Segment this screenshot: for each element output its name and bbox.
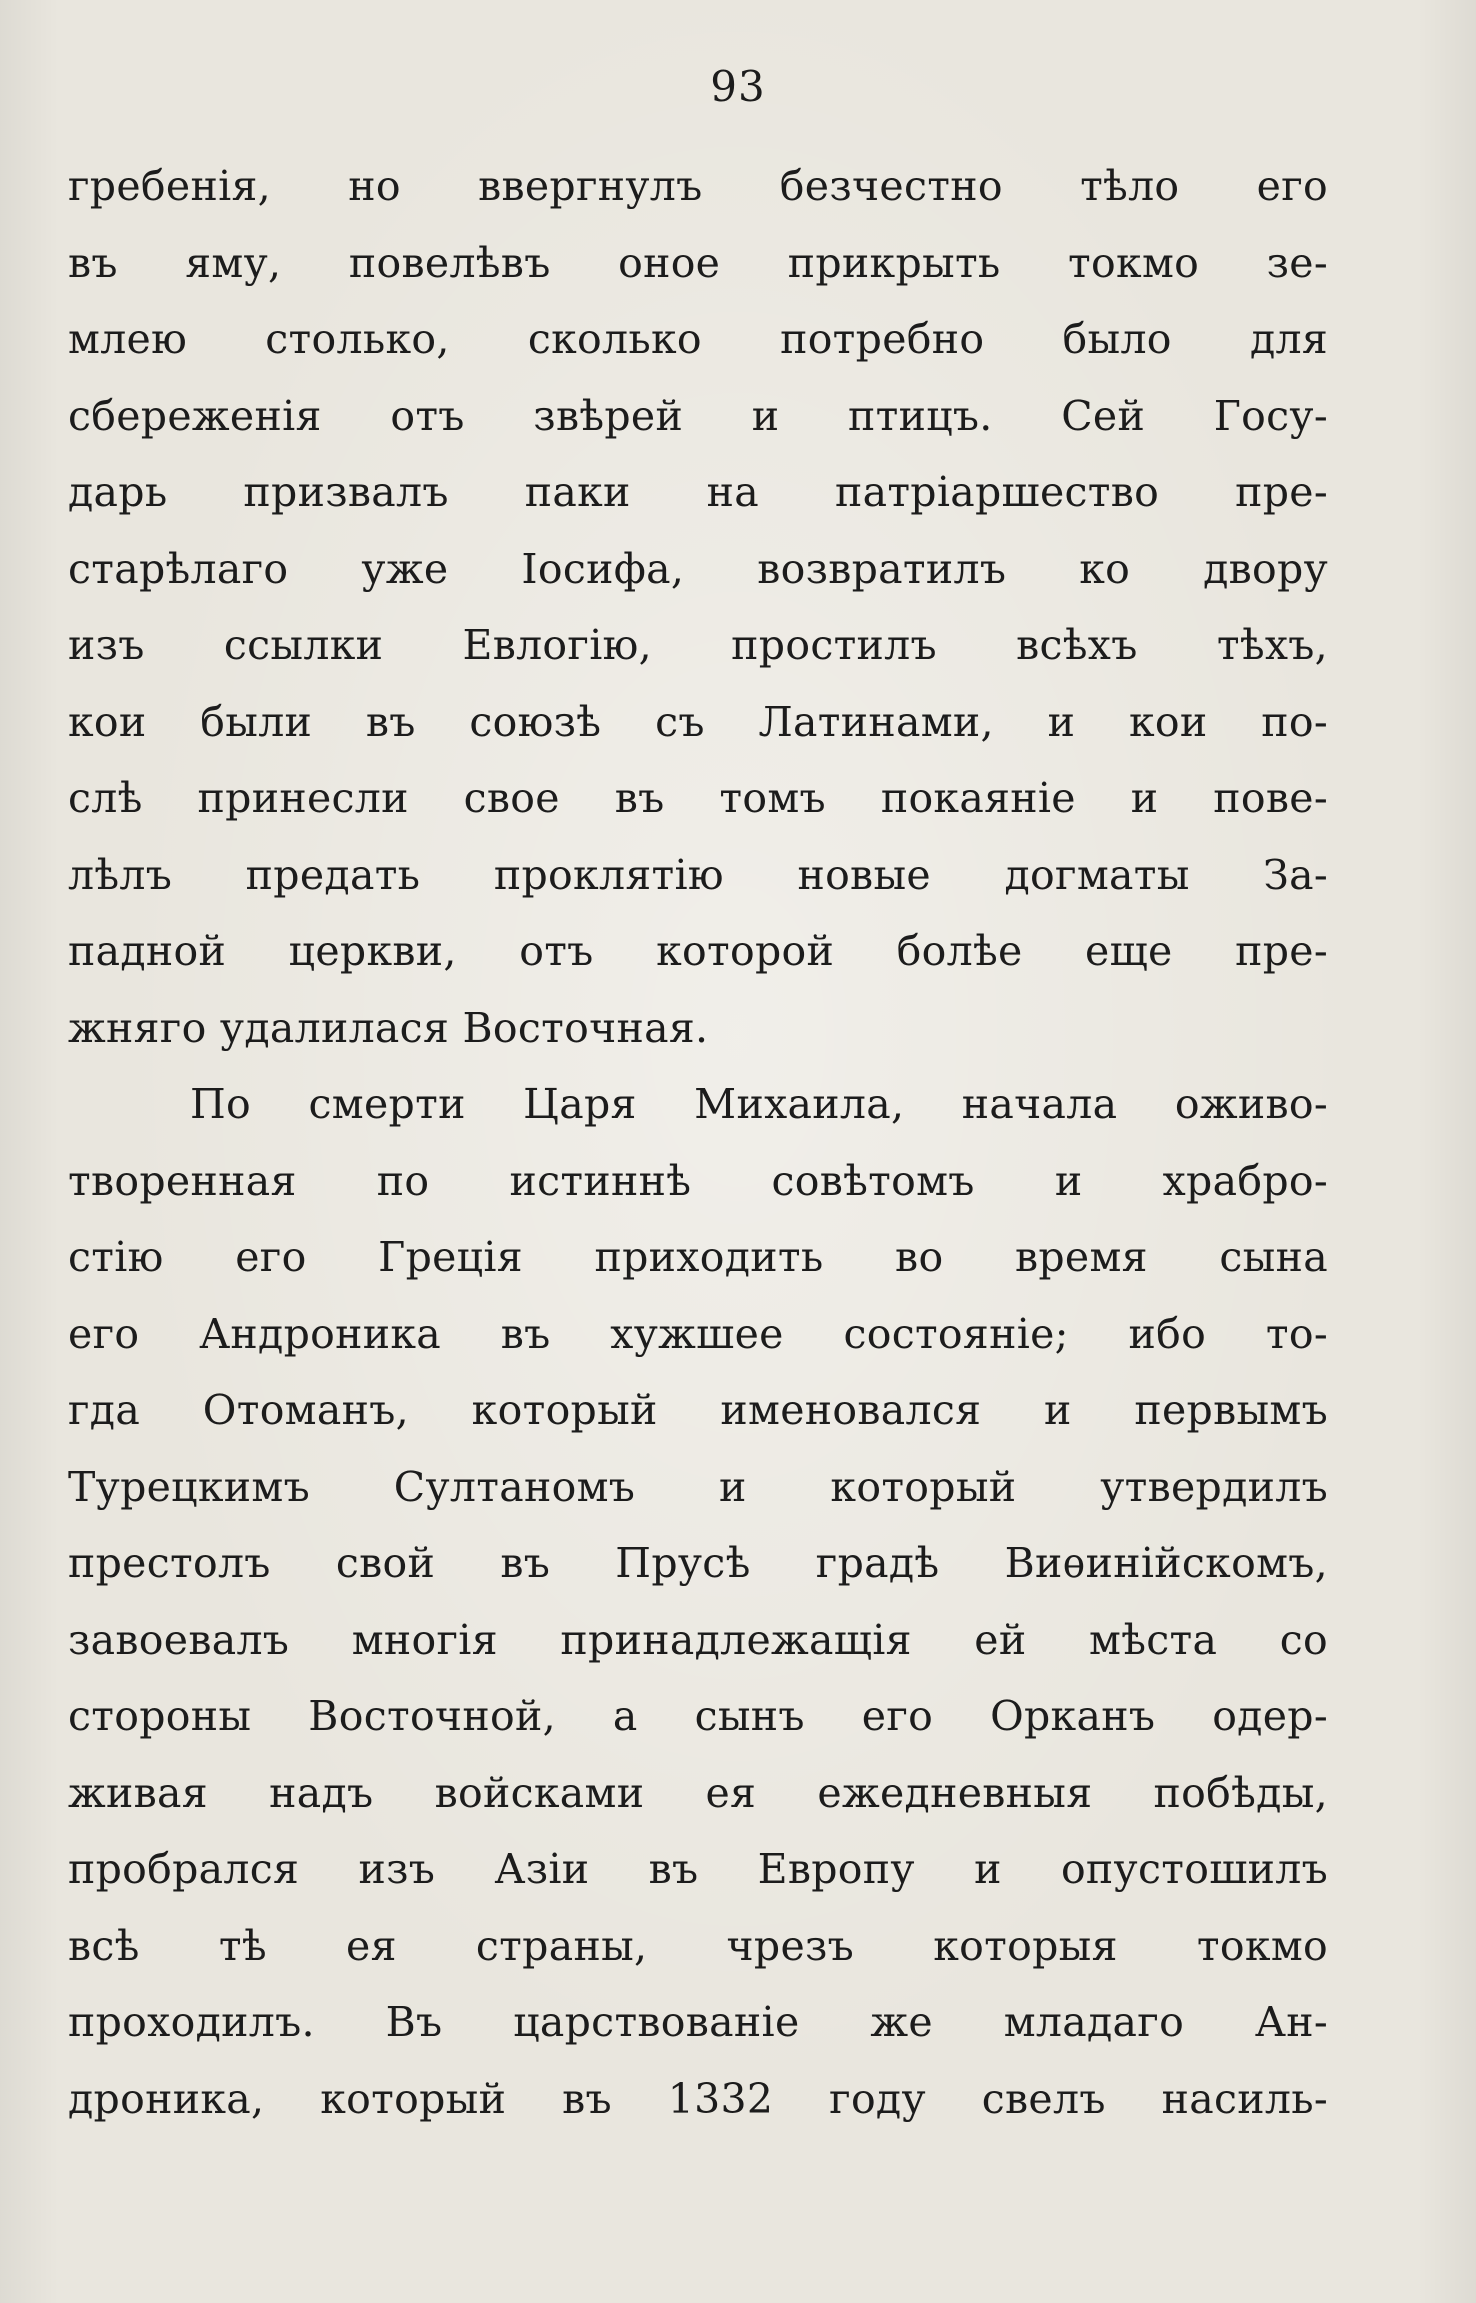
text-line: его Андроника въ хужшее состояніе; ибо то-	[68, 1309, 1328, 1358]
text-line: гда Отоманъ, который именовался и первымъ	[68, 1386, 1328, 1434]
text-line: гребенія, но ввергнулъ безчестно тѣло его	[68, 162, 1328, 210]
text-line: въ яму, повелѣвъ оное прикрыть токмо зе-	[68, 238, 1328, 287]
text-line: пробрался изъ Азіи въ Европу и опустошилъ	[68, 1845, 1328, 1893]
text-body	[68, 148, 1328, 2137]
text-line: слѣ принесли свое въ томъ покаяніе и пове-	[68, 774, 1328, 822]
text-line: падной церкви, отъ которой болѣе еще пре-	[68, 927, 1328, 975]
text-line: всѣ тѣ ея страны, чрезъ которыя токмо	[68, 1921, 1328, 1970]
page-number: 93	[710, 62, 766, 111]
text-line: сбереженія отъ звѣрей и птицъ. Сей Госу-	[68, 391, 1328, 440]
text-line: живая надъ войсками ея ежедневныя побѣды,	[68, 1768, 1328, 1817]
text-line: творенная по истиннѣ совѣтомъ и храбро-	[68, 1156, 1328, 1205]
text-line: дарь призвалъ паки на патріаршество пре-	[68, 468, 1328, 516]
text-line: дроника, который въ 1332 году свелъ насиль-	[68, 2074, 1328, 2123]
text-line: завоевалъ многія принадлежащія ей мѣста со	[68, 1615, 1328, 1664]
text-line: кои были въ союзѣ съ Латинами, и кои по-	[68, 697, 1328, 746]
text-line: стороны Восточной, а сынъ его Орканъ одер-	[68, 1692, 1328, 1740]
text-line: млею столько, сколько потребно было для	[68, 315, 1328, 363]
text-line: престолъ свой въ Прусѣ градѣ Виѳинійскомъ,	[68, 1539, 1328, 1587]
text-line: лѣлъ предать проклятію новые догматы За-	[68, 850, 1328, 899]
text-line: Турецкимъ Султаномъ и который утвердилъ	[68, 1462, 1328, 1511]
paragraph-end-line: жняго удалилася Восточная.	[68, 1003, 709, 1052]
text-line: стію его Греція приходить во время сына	[68, 1233, 1328, 1281]
paragraph-start-line: По смерти Царя Михаила, начала оживо-	[190, 1080, 1328, 1128]
text-line: проходилъ. Въ царствованіе же младаго Ан-	[68, 1998, 1328, 2046]
text-line: изъ ссылки Евлогію, простилъ всѣхъ тѣхъ,	[68, 621, 1328, 669]
text-line: старѣлаго уже Іосифа, возвратилъ ко двору	[68, 544, 1328, 593]
